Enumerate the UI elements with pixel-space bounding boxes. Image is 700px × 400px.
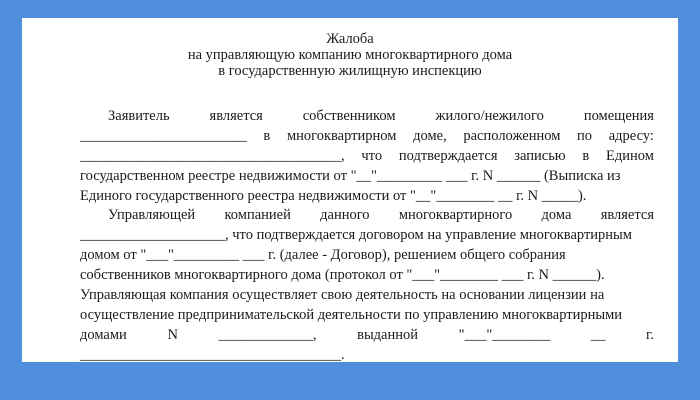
text-word: многоквартирного [398,207,513,223]
text-word: в [263,128,271,144]
text-word: компанией [224,207,291,223]
text-word: подтверждается [398,148,498,164]
text-word: "___"________ [458,327,551,343]
text-line [80,205,654,225]
text-word: адресу: [608,128,654,144]
text-segment: государственном реестре недвижимости от "__"_________ ___ г. N ______ (Выписка из [80,168,621,184]
text-word: __ [590,327,606,343]
text-segment: Единого государственного реестра недвижимости от "__"________ __ г. N _____). [80,188,587,204]
text-line [80,245,654,265]
document-title [22,31,678,79]
text-segment: Управляющая компания осуществляет свою деятельность на основании лицензии на [80,287,605,303]
text-segment: ____________________________________. [80,347,345,363]
paragraph-owner [80,106,654,206]
text-word: доме, [413,128,447,144]
text-word: г. [646,327,654,343]
text-line [80,265,654,285]
text-word: _______________________ [80,128,247,144]
text-line [80,126,654,146]
text-segment: домом от "___"_________ ___ г. (далее - Договор), решением общего собрания [80,247,566,263]
text-word: многоквартирном [286,128,397,144]
title-line: Жалоба [326,31,374,47]
text-word: помещения [583,108,654,124]
text-word: _____________, [218,327,317,343]
text-line [80,186,654,206]
text-word: Управляющей [108,207,196,223]
text-word: ____________________________________, [80,148,345,164]
text-line [80,146,654,166]
text-word: записью [514,148,566,164]
text-line [80,225,654,245]
text-word: является [600,207,654,223]
document-page [22,18,678,362]
text-segment: ____________________, что подтверждается договором на управление многоквартирным [80,227,632,243]
text-word: Заявитель [108,108,170,124]
text-line [80,325,654,345]
text-line [80,345,654,365]
text-word: данного [320,207,370,223]
text-word: расположенном [463,128,561,144]
text-line [80,166,654,186]
text-word: жилого/нежилого [435,108,544,124]
text-segment: собственников многоквартирного дома (протокол от "___"________ ___ г. N ______). [80,267,605,283]
title-line: в государственную жилищную инспекцию [218,63,482,79]
title-line: на управляющую компанию многоквартирного дома [187,47,513,63]
text-word: выданной [357,327,419,343]
text-word: Едином [606,148,654,164]
paragraph-management-company [80,205,654,365]
text-line [80,106,654,126]
text-line [80,285,654,305]
text-word: дома [541,207,572,223]
text-word: N [167,327,178,343]
text-line [80,305,654,325]
text-word: по [577,128,593,144]
text-segment: осуществление предпринимательской деятельности по управлению многоквартирными [80,307,623,323]
text-word: что [361,148,383,164]
text-word: собственником [302,108,396,124]
text-word: является [209,108,263,124]
text-word: домами [80,327,127,343]
text-word: в [582,148,590,164]
